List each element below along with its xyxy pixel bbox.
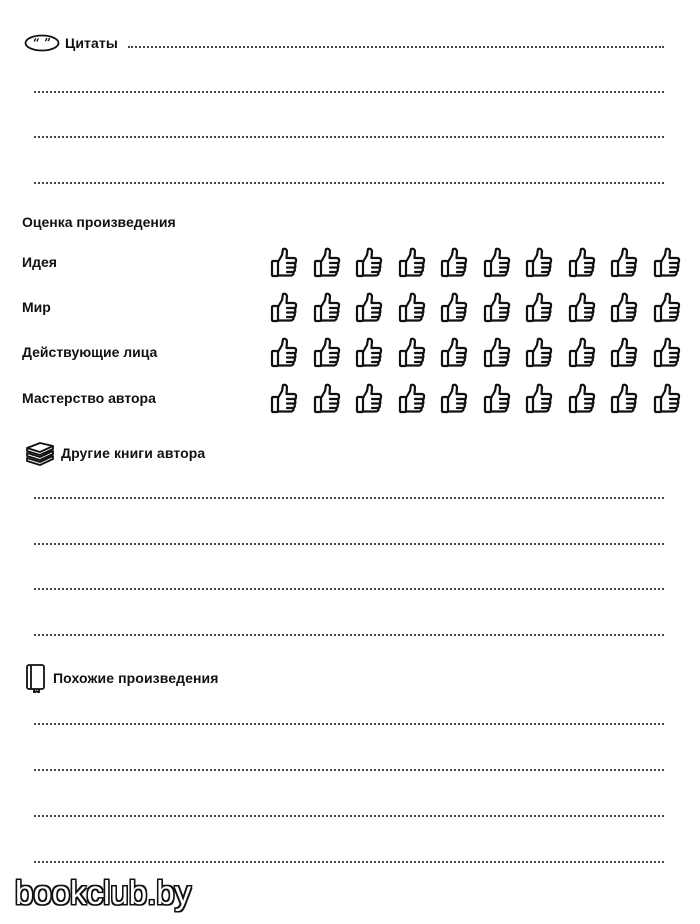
- similar-line-3[interactable]: [34, 815, 664, 817]
- thumbs-scale: [270, 336, 681, 368]
- quotes-line-4[interactable]: [34, 182, 664, 184]
- other-books-line-2[interactable]: [34, 543, 664, 545]
- thumbs-up-icon[interactable]: [313, 246, 341, 278]
- thumbs-up-icon[interactable]: [653, 336, 681, 368]
- thumbs-up-icon[interactable]: [398, 382, 426, 414]
- quotes-line-1[interactable]: [128, 46, 664, 48]
- book-stack-icon: [24, 440, 56, 466]
- thumbs-up-icon[interactable]: [398, 336, 426, 368]
- thumbs-up-icon[interactable]: [313, 382, 341, 414]
- thumbs-up-icon[interactable]: [440, 336, 468, 368]
- thumbs-up-icon[interactable]: [568, 382, 596, 414]
- quotes-heading: [24, 34, 118, 52]
- thumbs-up-icon[interactable]: [270, 291, 298, 323]
- thumbs-scale: [270, 246, 681, 278]
- thumbs-up-icon[interactable]: [525, 336, 553, 368]
- svg-text:“ ”: “ ”: [32, 36, 52, 50]
- thumbs-up-icon[interactable]: [568, 246, 596, 278]
- other-books-heading: [24, 440, 205, 466]
- similar-line-4[interactable]: [34, 861, 664, 863]
- similar-line-2[interactable]: [34, 769, 664, 771]
- thumbs-up-icon[interactable]: [270, 246, 298, 278]
- thumbs-up-icon[interactable]: [525, 382, 553, 414]
- thumbs-up-icon[interactable]: [440, 246, 468, 278]
- thumbs-up-icon[interactable]: [398, 291, 426, 323]
- thumbs-up-icon[interactable]: [483, 336, 511, 368]
- thumbs-up-icon[interactable]: [440, 382, 468, 414]
- quotes-title: Цитаты: [65, 35, 118, 51]
- thumbs-up-icon[interactable]: [355, 291, 383, 323]
- rating-row-label: Мир: [22, 299, 51, 315]
- thumbs-up-icon[interactable]: [568, 291, 596, 323]
- other-books-line-4[interactable]: [34, 634, 664, 636]
- rating-row: [22, 336, 682, 370]
- thumbs-up-icon[interactable]: [525, 291, 553, 323]
- thumbs-up-icon[interactable]: [483, 382, 511, 414]
- thumbs-up-icon[interactable]: [355, 382, 383, 414]
- thumbs-up-icon[interactable]: [440, 291, 468, 323]
- thumbs-up-icon[interactable]: [568, 336, 596, 368]
- other-books-title: Другие книги автора: [61, 445, 206, 461]
- rating-row-label: Идея: [22, 254, 57, 270]
- similar-title: Похожие произведения: [53, 670, 219, 686]
- rating-row-label: Мастерство автора: [22, 390, 156, 406]
- rating-row: [22, 246, 682, 280]
- thumbs-up-icon[interactable]: [653, 246, 681, 278]
- thumbs-up-icon[interactable]: [525, 246, 553, 278]
- thumbs-up-icon[interactable]: [610, 246, 638, 278]
- thumbs-up-icon[interactable]: [483, 246, 511, 278]
- quotes-line-3[interactable]: [34, 136, 664, 138]
- quotes-line-2[interactable]: [34, 91, 664, 93]
- rating-row-label: Действующие лица: [22, 344, 158, 360]
- similar-line-1[interactable]: [34, 723, 664, 725]
- book-icon: [24, 663, 48, 693]
- thumbs-up-icon[interactable]: [610, 382, 638, 414]
- thumbs-up-icon[interactable]: [610, 291, 638, 323]
- thumbs-up-icon[interactable]: [653, 382, 681, 414]
- thumbs-up-icon[interactable]: [313, 336, 341, 368]
- thumbs-up-icon[interactable]: [483, 291, 511, 323]
- thumbs-up-icon[interactable]: [398, 246, 426, 278]
- thumbs-scale: [270, 291, 681, 323]
- thumbs-up-icon[interactable]: [313, 291, 341, 323]
- thumbs-up-icon[interactable]: [270, 336, 298, 368]
- rating-row: [22, 382, 682, 416]
- rating-row: [22, 291, 682, 325]
- thumbs-up-icon[interactable]: [270, 382, 298, 414]
- rating-title: Оценка произведения: [22, 214, 176, 230]
- similar-heading: [24, 663, 219, 693]
- quote-icon: [24, 34, 60, 52]
- watermark: bookclub.by: [15, 874, 192, 911]
- thumbs-up-icon[interactable]: [610, 336, 638, 368]
- other-books-line-3[interactable]: [34, 588, 664, 590]
- thumbs-up-icon[interactable]: [653, 291, 681, 323]
- thumbs-up-icon[interactable]: [355, 336, 383, 368]
- thumbs-scale: [270, 382, 681, 414]
- thumbs-up-icon[interactable]: [355, 246, 383, 278]
- other-books-line-1[interactable]: [34, 497, 664, 499]
